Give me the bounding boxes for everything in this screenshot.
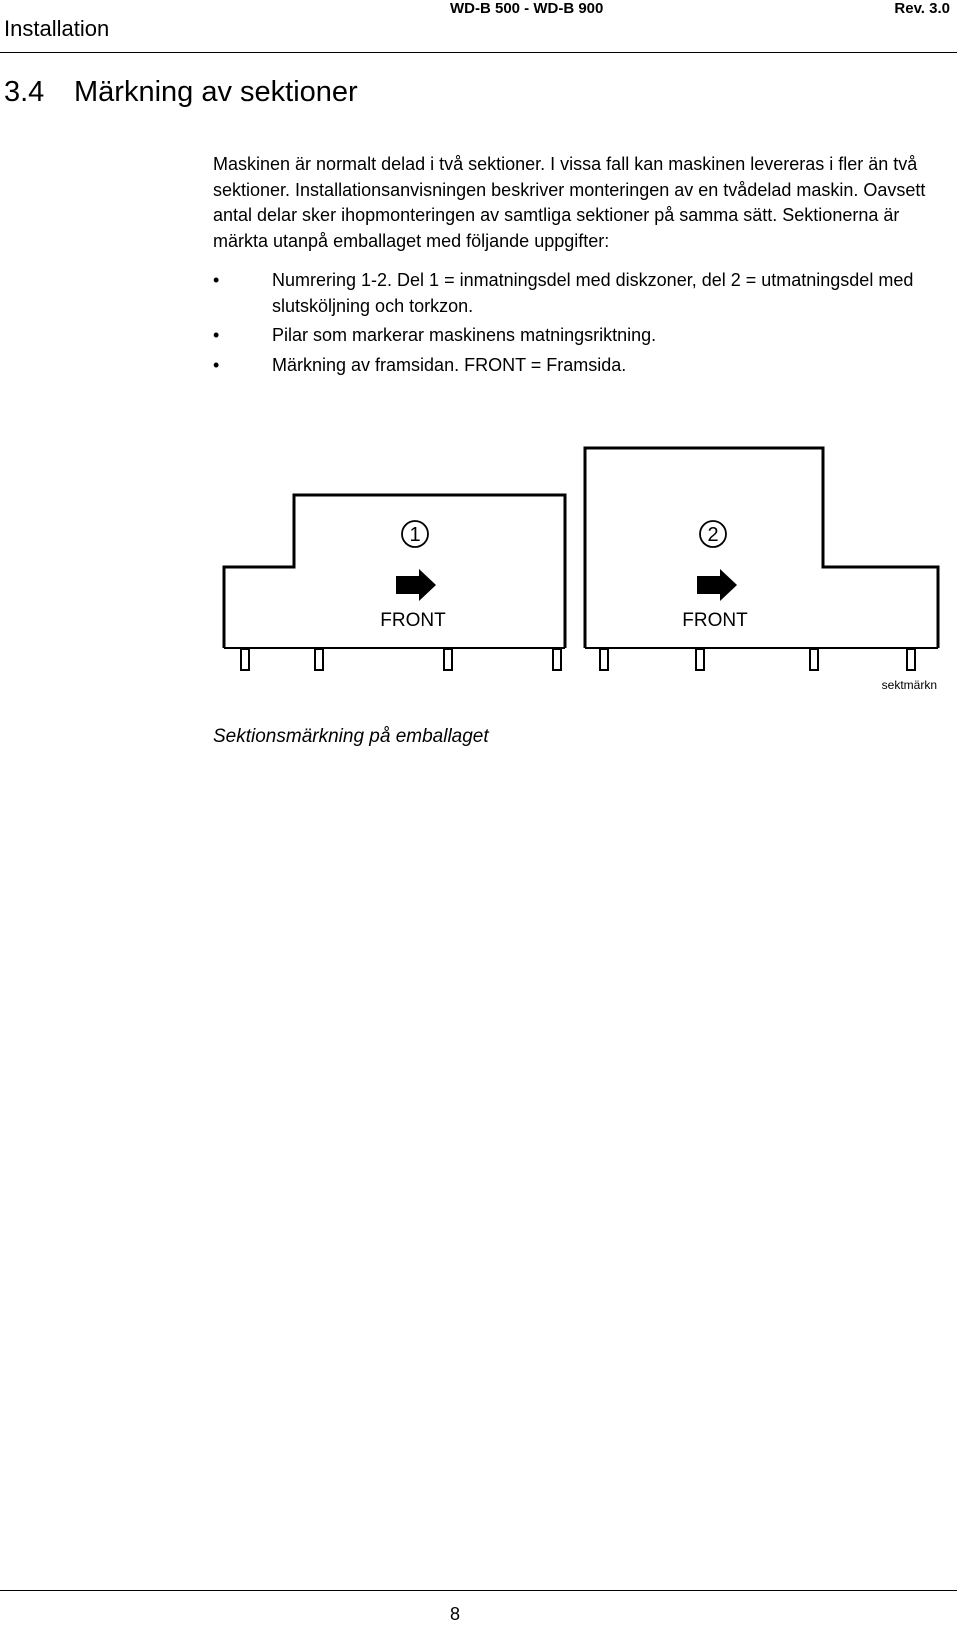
header-rule <box>0 52 957 53</box>
section2-leg <box>907 649 915 670</box>
section2-arrow-icon <box>697 569 737 601</box>
header-section: Installation <box>4 16 110 41</box>
bullet-marker: • <box>213 325 220 345</box>
body-text <box>213 152 958 382</box>
section2-outline <box>585 448 938 648</box>
section1-leg <box>553 649 561 670</box>
intro-paragraph: Maskinen är normalt delad i två sektioner. I vissa fall kan maskinen levereras i fler än två sektioner. Installationsanvisningen beskriver monteringen av en tvådelad maskin. Oavsett antal delar sker ihopmonteringen av samtliga sektioner på samma sätt. Sektionerna är märkta utanpå emballaget med följande uppgifter: <box>213 154 926 251</box>
section-number: 3.4 <box>4 76 45 108</box>
bullet-list <box>213 268 958 378</box>
list-item <box>213 268 958 319</box>
section1-number: 1 <box>409 524 421 546</box>
section2-leg <box>600 649 608 670</box>
section1-leg <box>315 649 323 670</box>
figure-file-tag: sektmärkn <box>881 678 937 692</box>
bullet-marker: • <box>213 270 220 290</box>
section2-leg <box>696 649 704 670</box>
section2-number: 2 <box>707 524 719 546</box>
figure-caption: Sektionsmärkning på emballaget <box>213 726 489 747</box>
section1-leg <box>444 649 452 670</box>
section-title <box>4 76 358 109</box>
page-number: 8 <box>450 1604 461 1624</box>
list-item <box>213 323 958 349</box>
list-item-text: Märkning av framsidan. FRONT = Framsida. <box>272 354 627 375</box>
section1-front-label: FRONT <box>380 610 446 631</box>
section1-leg <box>241 649 249 670</box>
header-revision: Rev. 3.0 <box>894 0 950 17</box>
section2-leg <box>810 649 818 670</box>
section-title-text: Märkning av sektioner <box>74 76 358 108</box>
footer-rule <box>0 1590 957 1591</box>
list-item-text: Pilar som markerar maskinens matningsriktning. <box>272 325 657 345</box>
bullet-marker: • <box>213 354 220 375</box>
header-model: WD-B 500 - WD-B 900 <box>450 0 604 17</box>
section2-front-label: FRONT <box>682 610 748 631</box>
section-marking-diagram <box>0 440 960 710</box>
section1-arrow-icon <box>396 569 436 601</box>
list-item-text: Numrering 1-2. Del 1 = inmatningsdel med diskzoner, del 2 = utmatningsdel med slutsköljning och torkzon. <box>272 270 914 316</box>
list-item <box>213 353 958 379</box>
